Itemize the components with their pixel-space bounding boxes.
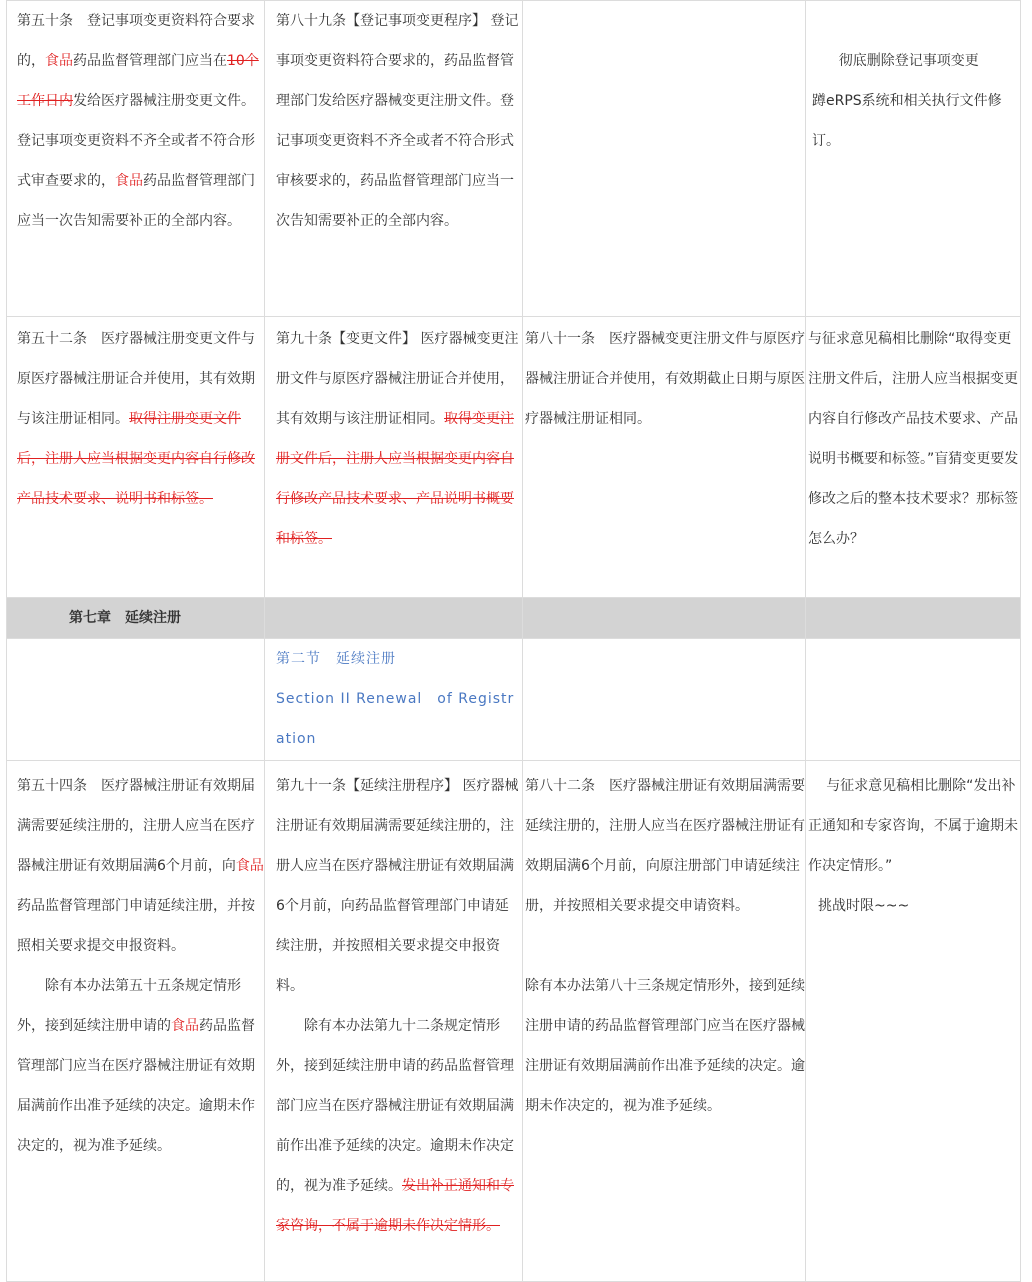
- chapter-row: [7, 598, 1021, 639]
- comment-text: 与征求意见稿相比删除“发出补正通知和专家咨询，不属于逾期未作决定情形。”: [808, 778, 1018, 874]
- deleted-text: 取得注册变更文件后，注册人应当根据变更内容自行修改产品技术要求、说明书和标签。: [17, 411, 255, 507]
- text: 药品监督管理部门应当在医疗器械注册证有效期届满前作出准予延续的决定。逾期未作决定的，视为准予延续。: [17, 1018, 255, 1154]
- cell-draft-article-90: [265, 317, 523, 598]
- paragraph: [17, 766, 264, 966]
- chapter-cell: [523, 598, 806, 639]
- text: 第五十条 登记事项变更资料符合要求的，: [17, 13, 255, 69]
- inserted-text: 食品: [235, 858, 264, 874]
- text: 发给医疗器械注册变更文件。登记事项变更资料不齐全或者不符合形式审查要求的，: [17, 93, 255, 189]
- paragraph: [276, 1006, 522, 1246]
- text: 药品监督管理部门应当一次告知需要补正的全部内容。: [17, 173, 255, 229]
- regulation-comparison-table: [6, 0, 1021, 1282]
- text: 第八十九条【登记事项变更程序】 登记事项变更资料符合要求的，药品监督管理部门发给医疗器械变更注册文件。登记事项变更资料不齐全或者不符合形式审核要求的，药品监督管理部门应当一次告知需要补正的全部内容。: [276, 13, 519, 229]
- section-heading: [265, 639, 523, 761]
- cell-old-article-50: [7, 1, 265, 317]
- chapter-cell: [265, 598, 523, 639]
- cell-old-article-54: [7, 761, 265, 1282]
- cell-comment: [806, 317, 1021, 598]
- cell-empty: [806, 639, 1021, 761]
- paragraph: 除有本办法第八十三条规定情形外，接到延续注册申请的药品监督管理部门应当在医疗器械注册证有效期届满前作出准予延续的决定。逾期未作决定的，视为准予延续。: [525, 978, 805, 1114]
- chapter-title-text: 第七章 延续注册: [69, 610, 181, 626]
- cell-new-article-81: [523, 317, 806, 598]
- inserted-text: 食品: [115, 173, 143, 189]
- text: 药品监督管理部门应当在: [73, 53, 227, 69]
- paragraph: [17, 966, 264, 1166]
- text: 药品监督管理部门申请延续注册，并按照相关要求提交申报资料。: [17, 898, 255, 954]
- deleted-text: 10个工作日内: [17, 53, 259, 109]
- text: 第五十二条 医疗器械注册变更文件与原医疗器械注册证合并使用，其有效期与该注册证相同。: [17, 331, 255, 427]
- table-row: [7, 317, 1021, 598]
- table-row: [7, 761, 1021, 1282]
- cell-draft-article-89: [265, 1, 523, 317]
- comment-text: 挑战时限~~~: [818, 898, 910, 914]
- deleted-text: 取得变更注册文件后，注册人应当根据变更内容自行修改产品技术要求、产品说明书概要和标签。: [276, 411, 514, 547]
- inserted-text: 食品: [45, 53, 73, 69]
- table-row: [7, 1, 1021, 317]
- text: 除有本办法第五十五条规定情形外，接到延续注册申请的: [17, 978, 241, 1034]
- chapter-cell: [806, 598, 1021, 639]
- section-title-en: Section II Renewal of Registration: [276, 691, 515, 747]
- cell-old-article-52: [7, 317, 265, 598]
- cell-new-empty: [523, 1, 806, 317]
- comment-text: 彻底删除登记事项变更 蹲eRPS系统和相关执行文件修订。: [812, 53, 1002, 149]
- cell-empty: [7, 639, 265, 761]
- paragraph: 第九十一条【延续注册程序】 医疗器械注册证有效期届满需要延续注册的，注册人应当在医疗器械注册证有效期届满6个月前，向药品监督管理部门申请延续注册，并按照相关要求提交申报资料。: [276, 778, 519, 994]
- text: 第九十条【变更文件】 医疗器械变更注册文件与原医疗器械注册证合并使用，其有效期与该注册证相同。: [276, 331, 519, 427]
- text: 除有本办法第九十二条规定情形外，接到延续注册申请的药品监督管理部门应当在医疗器械注册证有效期届满前作出准予延续的决定。逾期未作决定的，视为准予延续。: [276, 1018, 514, 1194]
- chapter-title: [7, 598, 265, 639]
- text: 第八十一条 医疗器械变更注册文件与原医疗器械注册证合并使用，有效期截止日期与原医疗器械注册证相同。: [525, 331, 805, 427]
- cell-comment: [806, 761, 1021, 1282]
- deleted-text: 发出补正通知和专家咨询，不属于逾期未作决定情形。: [276, 1178, 514, 1234]
- cell-draft-article-91: [265, 761, 523, 1282]
- paragraph: 第八十二条 医疗器械注册证有效期届满需要延续注册的，注册人应当在医疗器械注册证有效期届满6个月前，向原注册部门申请延续注册，并按照相关要求提交申请资料。: [525, 778, 805, 914]
- cell-comment: [806, 1, 1021, 317]
- comment-text: 与征求意见稿相比删除“取得变更注册文件后，注册人应当根据变更内容自行修改产品技术要求、产品说明书概要和标签。”盲猜变更要发修改之后的整本技术要求？那标签怎么办？: [808, 331, 1019, 547]
- table-row: [7, 639, 1021, 761]
- section-title-zh: 第二节 延续注册: [276, 651, 396, 667]
- cell-empty: [523, 639, 806, 761]
- text: 第五十四条 医疗器械注册证有效期届满需要延续注册的，注册人应当在医疗器械注册证有效期届满6个月前，向: [17, 778, 255, 874]
- inserted-text: 食品: [171, 1018, 199, 1034]
- cell-new-article-82: [523, 761, 806, 1282]
